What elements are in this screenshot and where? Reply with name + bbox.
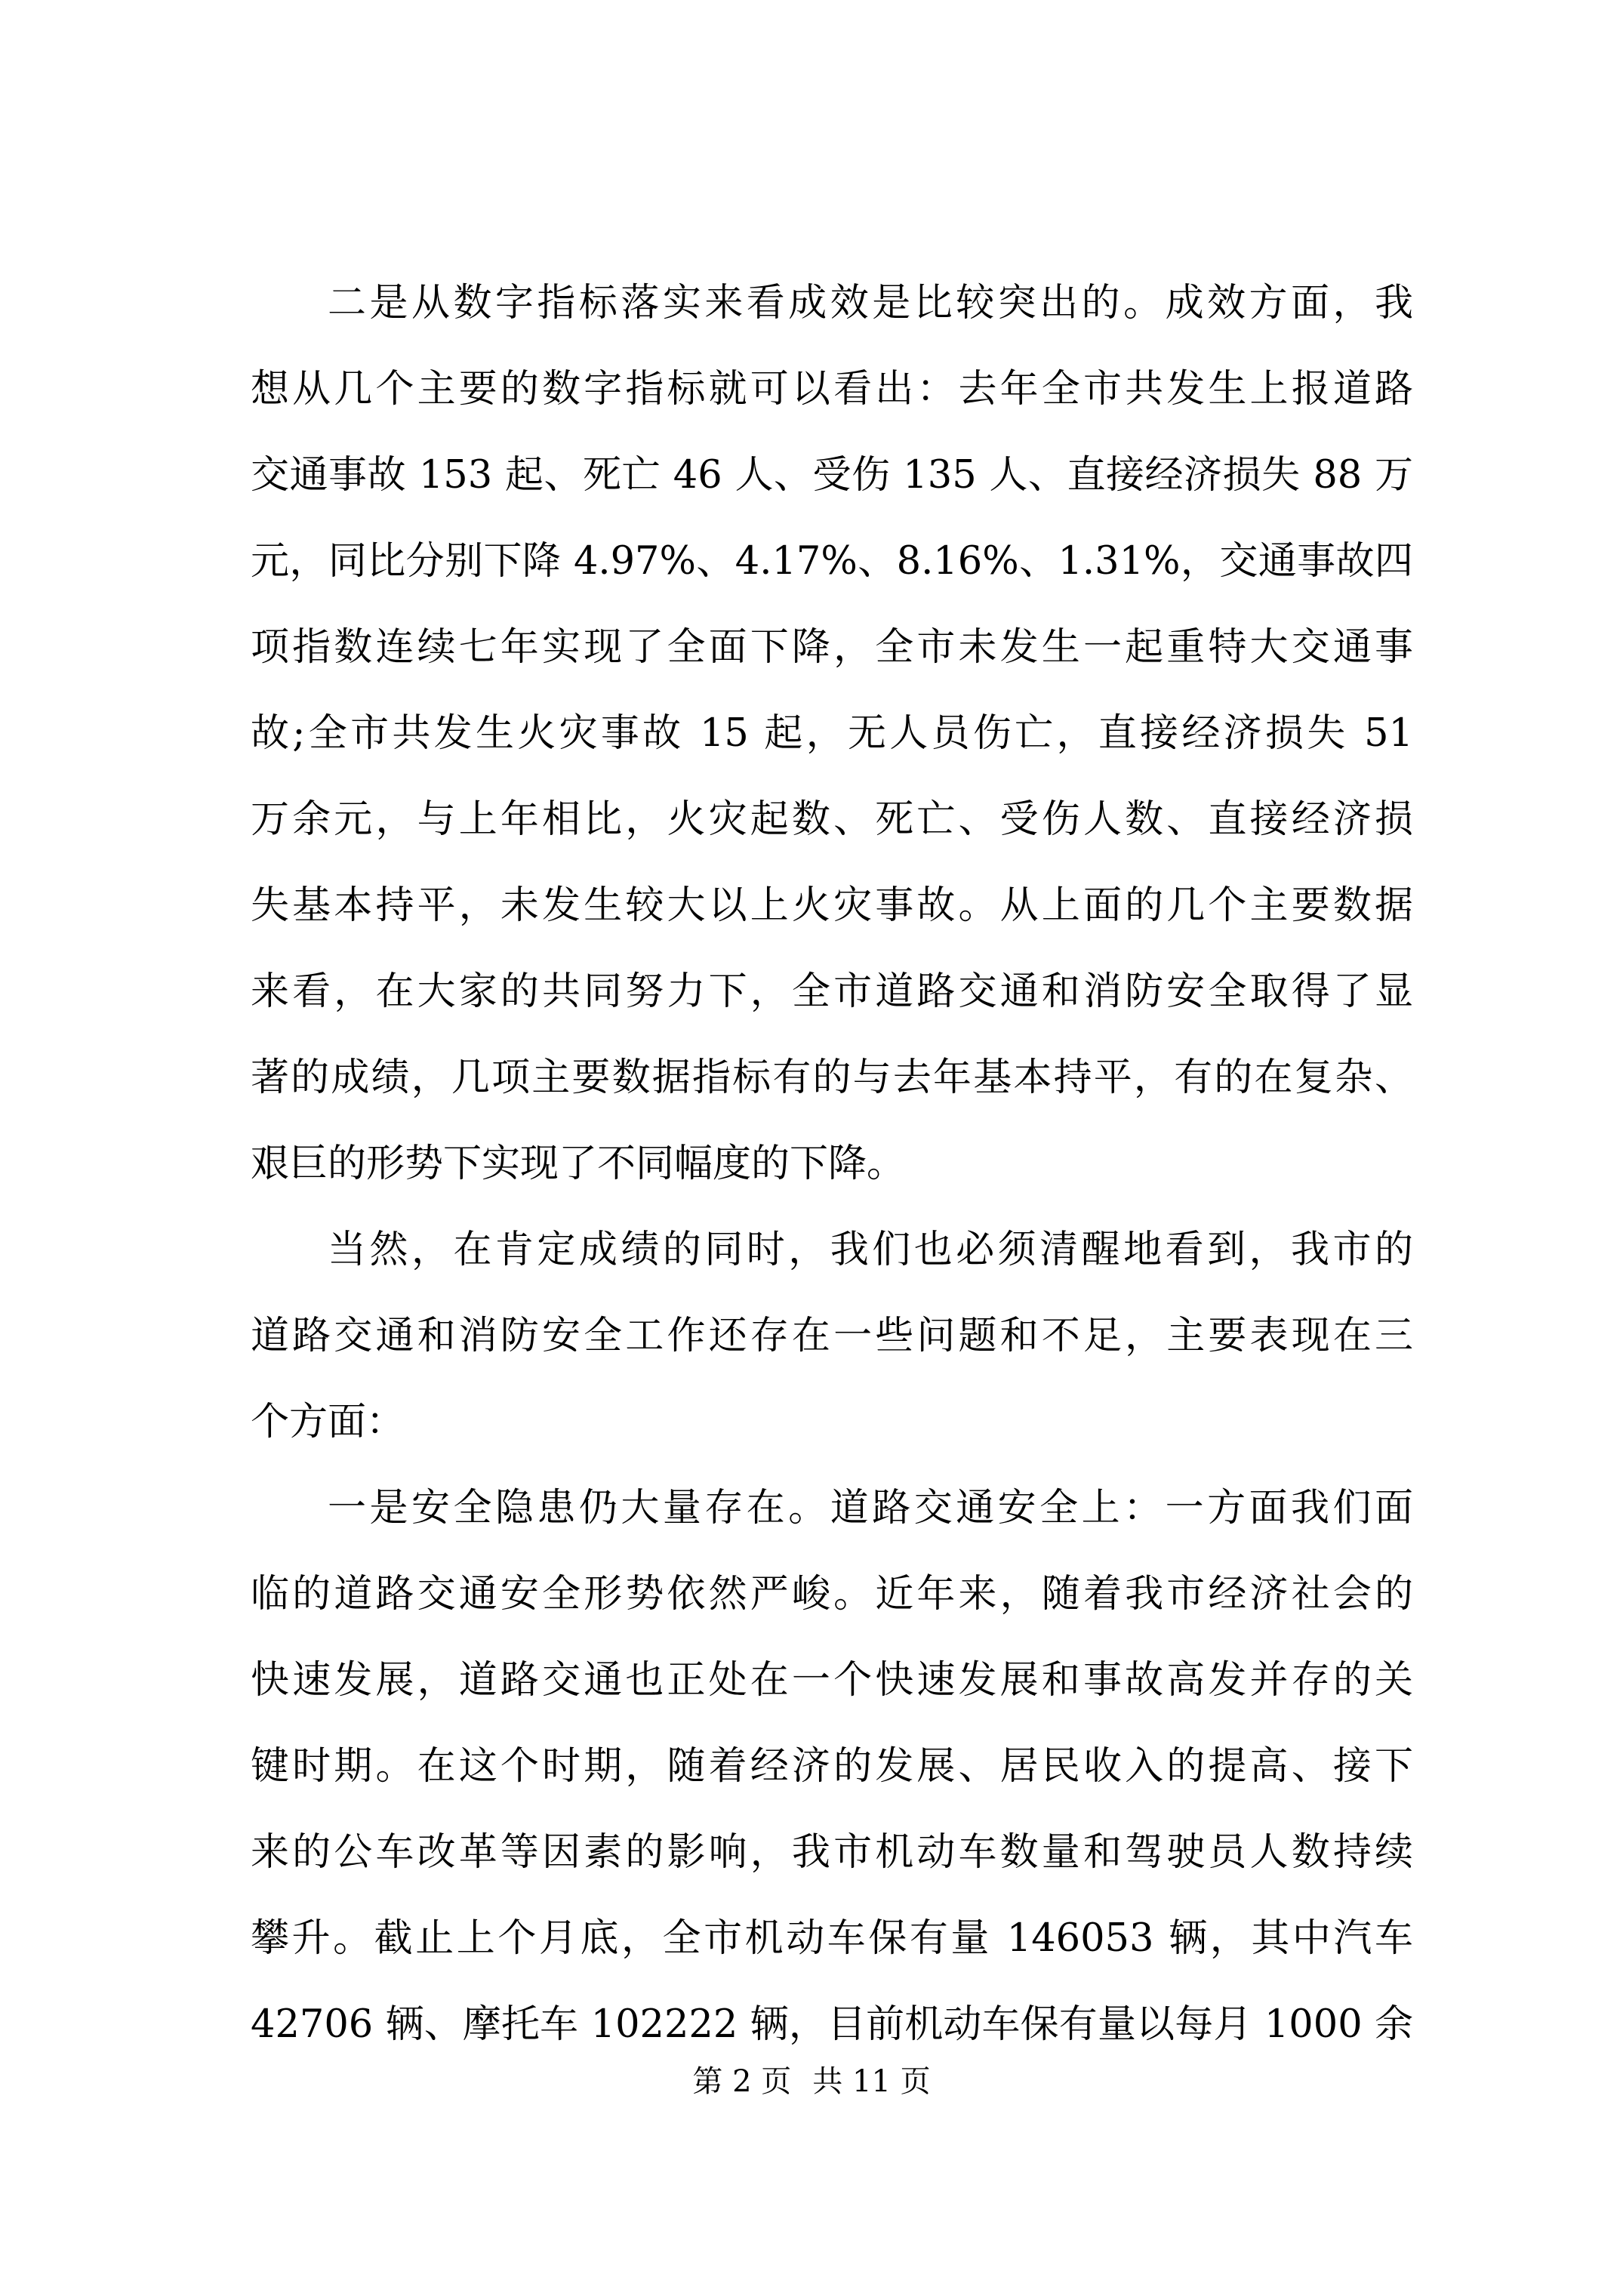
paragraph-1-line-2: 想从几个主要的数字指标就可以看出：去年全市共发生上报道路 [251, 367, 1413, 411]
paragraph-3-line-1: 一是安全隐患仍大量存在。道路交通安全上：一方面我们面 [328, 1486, 1413, 1530]
paragraph-1-line-6: 故;全市共发生火灾事故 15 起，无人员伤亡，直接经济损失 51 [251, 711, 1413, 756]
document-body [251, 260, 1413, 2068]
paragraph-3-line-2: 临的道路交通安全形势依然严峻。近年来，随着我市经济社会的 [251, 1572, 1413, 1616]
paragraph-1-line-10: 著的成绩，几项主要数据指标有的与去年基本持平，有的在复杂、 [251, 1056, 1413, 1100]
paragraph-2-line-2: 道路交通和消防安全工作还存在一些问题和不足，主要表现在三 [251, 1314, 1413, 1358]
paragraph-3-line-3: 快速发展，道路交通也正处在一个快速发展和事故高发并存的关 [251, 1658, 1413, 1703]
paragraph-2-line-3: 个方面： [251, 1400, 405, 1444]
paragraph-3-line-6: 攀升。截止上个月底，全市机动车保有量 146053 辆，其中汽车 [251, 1916, 1413, 1961]
paragraph-3-line-4: 键时期。在这个时期，随着经济的发展、居民收入的提高、接下 [251, 1744, 1413, 1789]
paragraph-1-line-8: 失基本持平，未发生较大以上火灾事故。从上面的几个主要数据 [251, 883, 1413, 928]
paragraph-2-line-1: 当然，在肯定成绩的同时，我们也必须清醒地看到，我市的 [328, 1228, 1413, 1272]
paragraph-1-line-1: 二是从数字指标落实来看成效是比较突出的。成效方面，我 [328, 281, 1413, 325]
paragraph-1-line-7: 万余元，与上年相比，火灾起数、死亡、受伤人数、直接经济损 [251, 797, 1413, 842]
paragraph-1-line-4: 元，同比分别下降 4.97%、4.17%、8.16%、1.31%，交通事故四 [251, 539, 1413, 584]
page-footer [0, 2063, 1623, 2100]
paragraph-3-line-5: 来的公车改革等因素的影响，我市机动车数量和驾驶员人数持续 [251, 1830, 1413, 1875]
paragraph-1-line-9: 来看，在大家的共同努力下，全市道路交通和消防安全取得了显 [251, 969, 1413, 1014]
paragraph-1-line-11: 艰巨的形势下实现了不同幅度的下降。 [251, 1142, 906, 1186]
page-number-current: 第 2 页 [692, 2064, 792, 2099]
paragraph-1-line-5: 项指数连续七年实现了全面下降，全市未发生一起重特大交通事 [251, 625, 1413, 670]
page-number-total: 共 11 页 [812, 2064, 931, 2099]
paragraph-1-line-3: 交通事故 153 起、死亡 46 人、受伤 135 人、直接经济损失 88 万 [251, 453, 1413, 498]
paragraph-3-line-7: 42706 辆、摩托车 102222 辆，目前机动车保有量以每月 1000 余 [251, 2002, 1413, 2047]
